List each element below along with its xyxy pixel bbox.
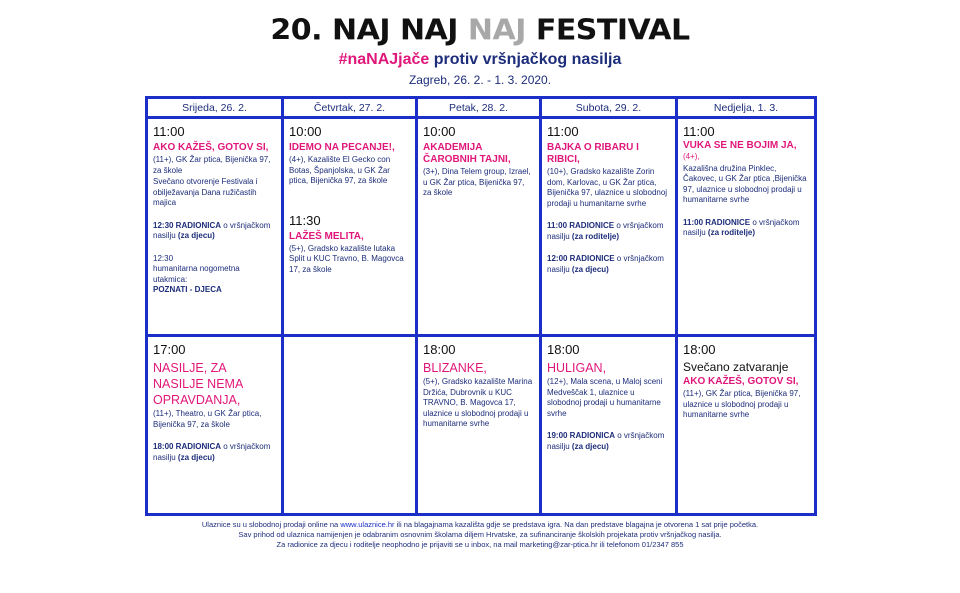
workshop-text: o vršnjačkom nasilju [153,442,271,462]
workshop-audience: (za djecu) [177,231,215,240]
show-info: (10+), Gradsko kazalište Zorin dom, Karlovac, u GK Žar ptica, Bijenička 97, ulaznice u slobodnoj prodaji u humanitarne svrhe [547,167,668,208]
workshop-note [153,221,276,242]
event-cell-sun-evening [678,337,814,513]
event-time: 11:00 [547,124,579,139]
event-cell-sat-morning [542,119,678,337]
event-time: 10:00 [423,124,456,139]
show-title: AKADEMIJA ČAROBNIH TAJNI, [423,142,511,165]
workshop-note [683,218,809,239]
show-info: (11+), GK Žar ptica, Bijenička 97, za škole [153,155,271,175]
workshop-label: 11:00 RADIONICE [547,221,615,230]
event-time-2: 11:30 [289,212,321,228]
day-header-wednesday: Srijeda, 26. 2. [148,99,284,119]
show-info: (3+), Dina Telem group, Izrael, u GK Žar ptica, Bijenička 97, za škole [423,167,531,197]
workshop-note [153,442,276,463]
workshop-audience: (za djecu) [571,264,609,274]
event-cell-wed-morning [148,119,284,337]
workshop-note [547,431,670,452]
show-age: (4+), [683,152,700,161]
workshop-text: o vršnjačkom nasilju [547,221,664,241]
show-title: AKO KAŽEŠ, GOTOV SI, [153,142,269,153]
workshop-note [547,221,670,242]
show-title: AKO KAŽEŠ, GOTOV SI, [683,376,799,387]
closing-ceremony: Svečano zatvaranje [683,360,789,374]
match-note [153,254,276,296]
show-title: BLIZANKE, [423,361,487,375]
event-extra: Svečano otvorenje Festivala i obilježavanja Dana ružičastih majica [153,177,258,207]
show-info: (12+), Mala scena, u Maloj sceni Medveščak 1, ulaznice u slobodnoj prodaji u humanitarne svrhe [547,377,663,418]
footer-line-tickets [100,520,860,530]
show-info: (5+), Gradsko kazalište Marina Držića, Dubrovnik u KUC TRAVNO, B. Magovca 17, ulaznice u slobodnoj prodaji u humanitarne svrhe [423,377,533,428]
event-time: 18:00 [423,342,456,357]
workshop-label: 11:00 RADIONICE [683,217,751,227]
footer-text: ili na blagajnama kazališta gdje se predstava igra. Na dan predstave blagajna je otvorena 1 sat prije početka. [394,520,759,529]
subtitle-text: protiv vršnjačkog nasilja [429,51,622,68]
show-title: IDEMO NA PECANJE!, [289,142,395,153]
day-header-friday: Petak, 28. 2. [418,99,542,119]
festival-dates: Zagreb, 26. 2. - 1. 3. 2020. [408,73,552,87]
workshop-text: o vršnjačkom nasilju [547,431,665,451]
show-title: VUKA SE NE BOJIM JA, [683,140,797,151]
festival-title [0,15,960,47]
workshop-text: o vršnjačkom nasilju [547,254,664,274]
workshop-audience: (za djecu) [177,452,215,462]
schedule-table [145,96,817,516]
poster-footer [100,520,860,550]
workshop-label: 12:00 RADIONICE [547,254,615,263]
footer-text: Ulaznice su u slobodnoj prodaji online na [201,520,341,529]
festival-subtitle [0,50,960,70]
workshop-audience: (za roditelje) [571,231,620,241]
workshop-text: o vršnjačkom nasilju [153,220,271,240]
title-part-2: NAJ [467,13,526,48]
footer-line-contact: Za radionice za djecu i roditelje neophodno je prijaviti se u inbox, na mail marketing@zar-ptica.hr ili telefonom 01/2347 855 [276,540,684,549]
event-time: 10:00 [289,124,322,139]
workshop-label: 19:00 RADIONICA [547,431,616,440]
poster-header [0,14,960,88]
show-info: Kazališna družina Pinklec, Čakovec, u GK Žar ptica ,Bijenička 97, ulaznice u slobodnoj prodaji u humanitarne svrhe [683,163,807,204]
show-title: HULIGAN, [547,361,607,375]
event-cell-wed-evening [148,337,284,513]
event-time: 18:00 [547,342,580,357]
workshop-text: o vršnjačkom nasilju [683,217,800,237]
show-info-2: (5+), Gradsko kazalište lutaka Split u KUC Travno, B. Magovca 17, za škole [289,243,404,274]
event-cell-sat-evening [542,337,678,513]
ticket-link[interactable]: www.ulaznice.hr [340,520,395,529]
workshop-audience: (za roditelje) [707,228,756,237]
show-title: BAJKA O RIBARU I RIBICI, [547,142,639,165]
event-time: 11:00 [683,124,715,139]
event-cell-fri-morning [418,119,542,337]
title-part-1: 20. NAJ NAJ [270,13,468,48]
show-title-2: LAŽEŠ MELITA, [289,230,364,242]
workshop-label: 12:30 RADIONICA [153,220,222,230]
show-info: (4+), Kazalište El Gecko con Botas, Španjolska, u GK Žar ptica, Bijenička 97, za škole [289,155,391,185]
event-cell-sun-morning [678,119,814,337]
match-teams: POZNATI - DJECA [153,285,222,294]
day-header-saturday: Subota, 29. 2. [542,99,678,119]
event-cell-thu-evening-empty [284,337,418,513]
match-time: 12:30 [153,253,174,263]
title-part-3: FESTIVAL [525,13,690,48]
workshop-note-2 [547,254,670,275]
hashtag: #naNAJjače [338,51,430,68]
show-title: NASILJE, ZA NASILJE NEMA OPRAVDANJA, [153,361,243,407]
event-time: 17:00 [153,342,186,357]
day-header-sunday: Nedjelja, 1. 3. [678,99,814,119]
footer-line-proceeds: Sav prihod od ulaznica namijenjen je odabranim osnovnim školama diljem Hrvatske, za sufinanciranje školskih projekata protiv vršnjačkog nasilja. [238,530,722,539]
event-cell-thu-morning [284,119,418,337]
show-info: (11+), Theatro, u GK Žar ptica, Bijenička 97, za škole [153,409,262,429]
show-info: (11+), GK Žar ptica, Bijenička 97, ulaznice u slobodnoj prodaji u humanitarne svrhe [683,389,801,419]
workshop-audience: (za djecu) [571,441,609,451]
event-time: 18:00 [683,342,716,357]
day-header-thursday: Četvrtak, 27. 2. [284,99,418,119]
event-time: 11:00 [153,124,185,139]
event-cell-fri-evening [418,337,542,513]
workshop-label: 18:00 RADIONICA [153,442,222,451]
match-text: humanitarna nogometna utakmica: [153,264,240,284]
